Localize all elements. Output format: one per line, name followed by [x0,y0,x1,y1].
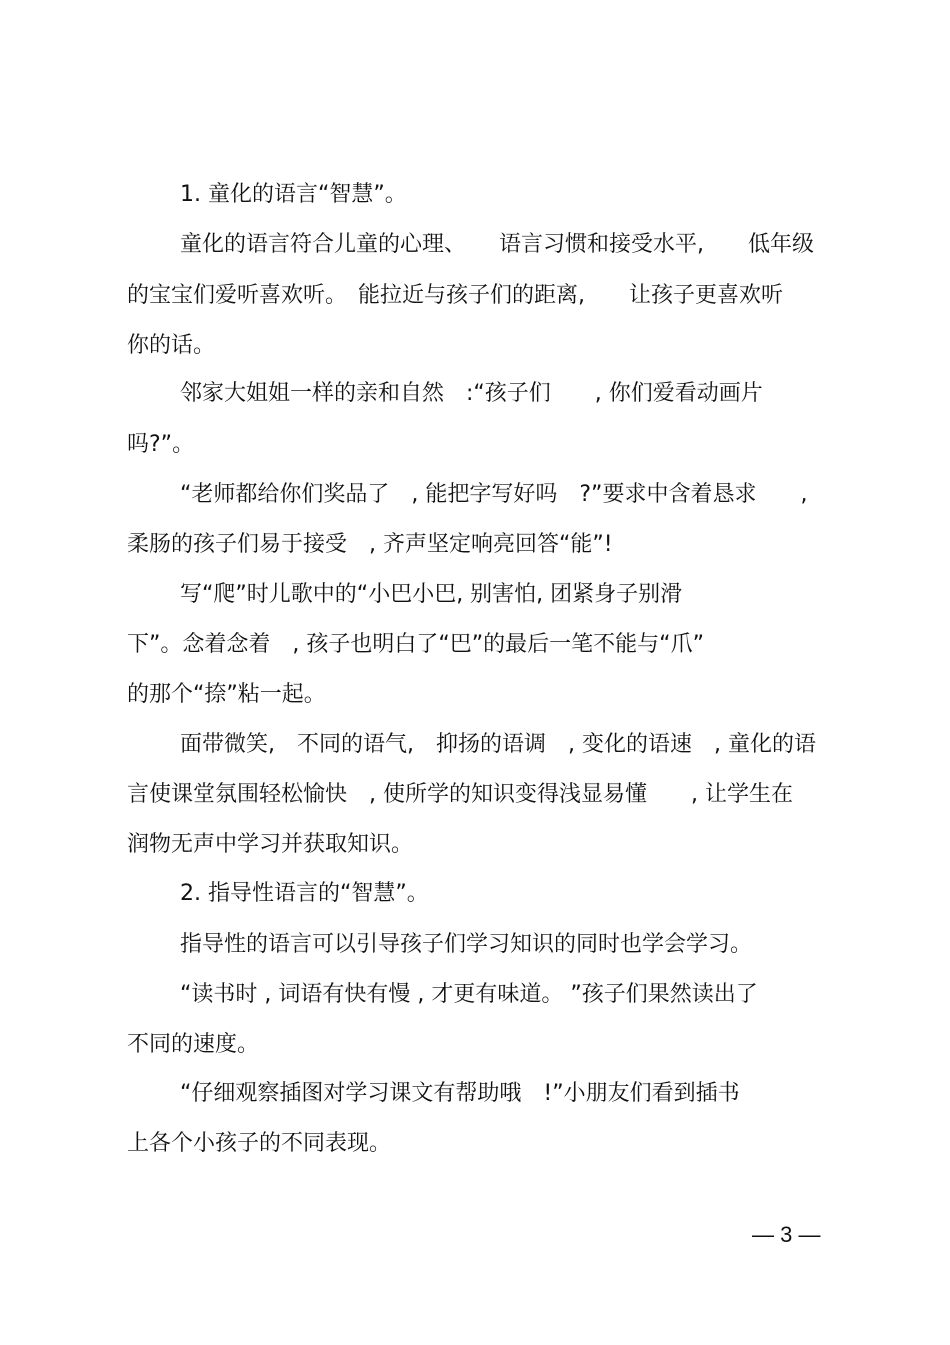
paragraph-line: 柔肠的孩子们易于接受 , 齐声坚定响亮回答“能”! [127,532,613,557]
paragraph-line: 润物无声中学习并获取知识。 [127,832,414,857]
page-number: — 3 — [752,1222,821,1247]
paragraph-line: 上各个小孩子的不同表现。 [127,1131,392,1156]
paragraph-line: 童化的语言符合儿童的心理、 语言习惯和接受水平, 低年级 [180,232,814,257]
paragraph-line: 指导性的语言可以引导孩子们学习知识的同时也学会学习。 [180,932,753,957]
paragraph-line: 写“爬”时儿歌中的“小巴小巴, 别害怕, 团紧身子别滑 [180,582,683,607]
paragraph-line: 吗?”。 [127,432,195,457]
paragraph-line: 你的话。 [127,333,216,358]
paragraph-line: “仔细观察插图对学习课文有帮助哦 !”小朋友们看到插书 [180,1081,740,1106]
section-heading-1: 1. 童化的语言“智慧”。 [180,182,407,207]
paragraph-line: 不同的速度。 [127,1032,260,1057]
paragraph-line: 下”。念着念着 , 孩子也明白了“巴”的最后一笔不能与“爪” [127,632,704,657]
paragraph-line: 言使课堂氛围轻松愉快 , 使所学的知识变得浅显易懂 , 让学生在 [127,782,793,807]
paragraph-line: 面带微笑, 不同的语气, 抑扬的语调 , 变化的语速 , 童化的语 [180,732,816,757]
paragraph-line: “老师都给你们奖品了 , 能把字写好吗 ?”要求中含着恳求 , [180,482,808,507]
paragraph-line: “读书时 , 词语有快有慢 , 才更有味道。 ”孩子们果然读出了 [180,982,758,1007]
paragraph-line: 的宝宝们爱听喜欢听。 能拉近与孩子们的距离, 让孩子更喜欢听 [127,283,783,308]
paragraph-line: 邻家大姐姐一样的亲和自然 :“孩子们 , 你们爱看动画片 [180,381,763,406]
section-heading-2: 2. 指导性语言的“智慧”。 [180,881,429,906]
paragraph-line: 的那个“捺”粘一起。 [127,682,326,707]
